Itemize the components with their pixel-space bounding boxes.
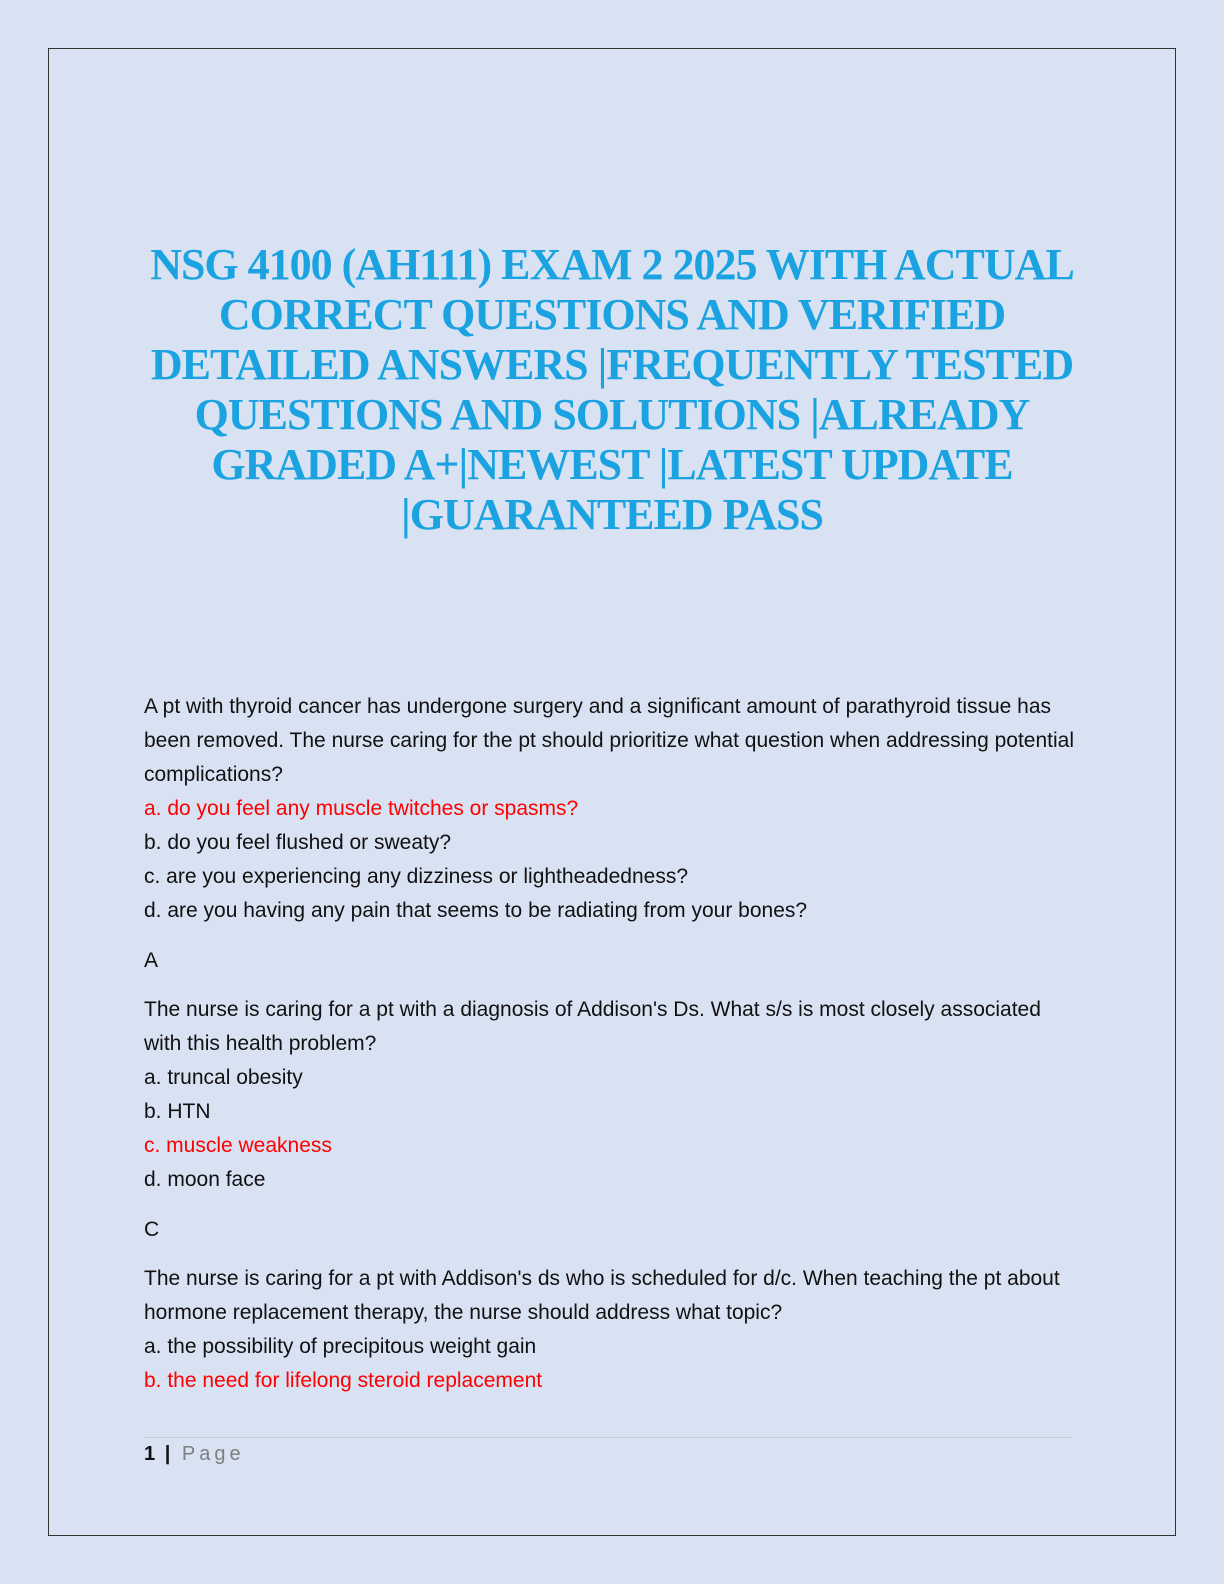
- document-title: NSG 4100 (AH111) EXAM 2 2025 WITH ACTUAL CORRECT QUESTIONS AND VERIFIED DETAILED ANSWERS |FREQUENTLY TESTED QUESTIONS AND SOLUTIONS |ALREADY GRADED A+|NEWEST |LATEST UPDATE |GUARANTEED PASS: [150, 240, 1074, 539]
- option-list: [144, 792, 1084, 928]
- option: a. truncal obesity: [144, 1066, 303, 1089]
- footer-divider: [144, 1437, 1072, 1438]
- option-list: [144, 1330, 1084, 1398]
- question-block-1: [144, 690, 1084, 978]
- option: b. HTN: [144, 1100, 211, 1123]
- option-correct: a. do you feel any muscle twitches or spasms?: [144, 797, 579, 820]
- option: b. do you feel flushed or sweaty?: [144, 831, 452, 854]
- question-list: [144, 690, 1084, 1398]
- question-block-2: [144, 993, 1084, 1247]
- footer-separator: |: [164, 1443, 171, 1465]
- question-text: The nurse is caring for a pt with Addison's ds who is scheduled for d/c. When teaching the pt about hormone replacement therapy, the nurse should address what topic?: [144, 1267, 1060, 1324]
- option: d. moon face: [144, 1168, 266, 1191]
- option: a. the possibility of precipitous weight gain: [144, 1335, 537, 1358]
- answer-key: A: [144, 949, 159, 972]
- page-number: 1: [144, 1443, 156, 1465]
- option: d. are you having any pain that seems to be radiating from your bones?: [144, 899, 808, 922]
- question-text: The nurse is caring for a pt with a diagnosis of Addison's Ds. What s/s is most closely associated with this health problem?: [144, 998, 1041, 1055]
- page-footer: [144, 1441, 245, 1467]
- answer-key: C: [144, 1218, 160, 1241]
- page-label: Page: [181, 1443, 245, 1465]
- option-correct: c. muscle weakness: [144, 1134, 332, 1157]
- option: c. are you experiencing any dizziness or lightheadedness?: [144, 865, 689, 888]
- option-correct: b. the need for lifelong steroid replacement: [144, 1369, 543, 1392]
- question-text: A pt with thyroid cancer has undergone surgery and a significant amount of parathyroid tissue has been removed. The nurse caring for the pt should prioritize what question when addressing potential complications?: [144, 695, 1075, 786]
- question-block-3: [144, 1262, 1084, 1398]
- option-list: [144, 1061, 1084, 1197]
